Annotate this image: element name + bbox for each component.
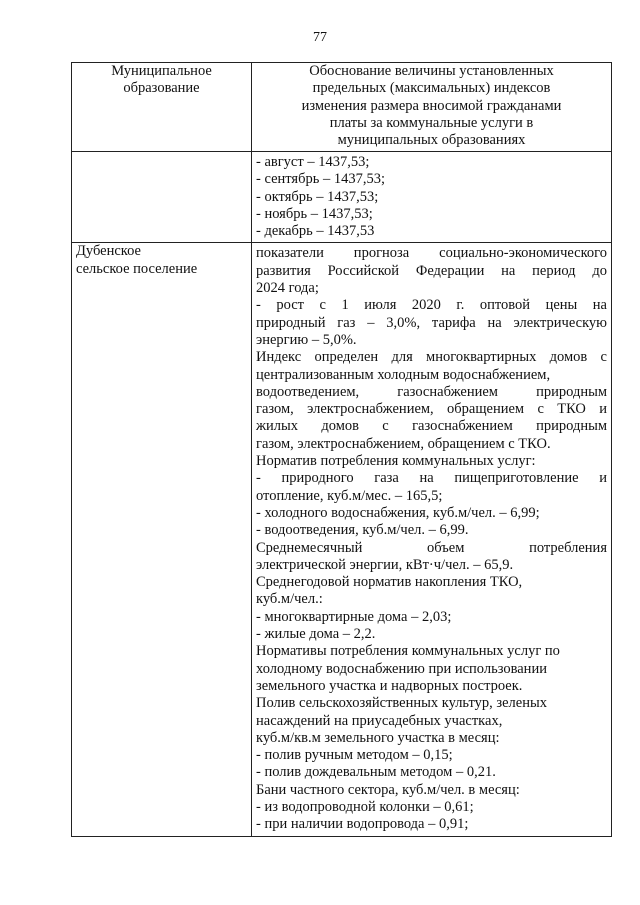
text-line: Индекс определен для многоквартирных домов с	[256, 349, 607, 366]
text-line: газом, электроснабжением, обращением с ТКО.	[256, 435, 551, 452]
text-line: развития Российской Федерации на период до	[256, 262, 607, 279]
header-line: предельных (максимальных) индексов	[312, 80, 551, 97]
text-line: - из водопроводной колонки – 0,61;	[256, 798, 474, 815]
text-line: Бани частного сектора, куб.м/чел. в месяц:	[256, 781, 520, 798]
month-value: - октябрь – 1437,53;	[256, 188, 379, 205]
table-header-row	[72, 63, 612, 152]
text-line: - полив дождевальным методом – 0,21.	[256, 764, 496, 781]
header-municipality	[72, 63, 252, 152]
text-line: холодному водоснабжению при использовании	[256, 660, 547, 677]
text-line: насаждений на приусадебных участках,	[256, 712, 503, 729]
municipality-name-line1: Дубенское	[76, 243, 141, 260]
municipality-name-line2: сельское поселение	[76, 260, 198, 277]
header-line: изменения размера вносимой гражданами	[301, 97, 562, 114]
text-line: жилых домов с газоснабжением природным	[256, 418, 607, 435]
text-line: водоотведением, газоснабжением природным	[256, 383, 607, 400]
text-line: - холодного водоснабжения, куб.м/чел. – 6,99;	[256, 504, 540, 521]
text-line: - водоотведения, куб.м/чел. – 6,99.	[256, 522, 469, 539]
month-value: - декабрь – 1437,53	[256, 223, 375, 240]
text-line: куб.м/кв.м земельного участка в месяц:	[256, 729, 500, 746]
page-number: 77	[313, 30, 327, 45]
text-line: Норматив потребления коммунальных услуг:	[256, 453, 536, 470]
text-line: 2024 года;	[256, 280, 319, 297]
header-line: платы за коммунальные услуги в	[329, 114, 534, 131]
continued-row-values	[252, 152, 612, 243]
text-line: куб.м/чел.:	[256, 591, 323, 608]
text-line: Среднемесячный объем потребления	[256, 539, 607, 556]
text-line: электрической энергии, кВт·ч/чел. – 65,9.	[256, 556, 514, 573]
header-line: муниципальных образованиях	[337, 132, 526, 149]
text-line: Нормативы потребления коммунальных услуг по	[256, 643, 560, 660]
continued-row-empty-cell	[72, 152, 252, 243]
header-justification	[252, 63, 612, 152]
municipality-name	[72, 243, 252, 836]
text-line: земельного участка и надворных построек.	[256, 677, 523, 694]
text-line: газом, электроснабжением, обращением с ТКО и	[256, 401, 607, 418]
municipality-row	[72, 243, 612, 836]
text-line: энергию – 5,0%.	[256, 331, 357, 348]
document-table	[71, 62, 612, 837]
text-line: - полив ручным методом – 0,15;	[256, 747, 453, 764]
text-line: Среднегодовой норматив накопления ТКО,	[256, 574, 523, 591]
text-line: - при наличии водопровода – 0,91;	[256, 816, 469, 833]
text-line: Полив сельскохозяйственных культур, зеленых	[256, 695, 547, 712]
text-line: природный газ – 3,0%, тарифа на электрическую	[256, 314, 607, 331]
justification-text	[252, 243, 612, 836]
header-line: Обоснование величины установленных	[309, 63, 554, 79]
continued-row	[72, 152, 612, 243]
text-line: - рост с 1 июля 2020 г. оптовой цены на	[256, 297, 607, 314]
text-line: - природного газа на пищеприготовление и	[256, 470, 607, 487]
text-line: - жилые дома – 2,2.	[256, 626, 376, 643]
month-value: - сентябрь – 1437,53;	[256, 171, 385, 188]
text-line: отопление, куб.м/мес. – 165,5;	[256, 487, 443, 504]
month-value: - август – 1437,53;	[256, 154, 370, 170]
text-line: централизованным холодным водоснабжением,	[256, 366, 551, 383]
header-municipality-text: Муниципальное образование	[111, 63, 212, 97]
text-line: - многоквартирные дома – 2,03;	[256, 608, 452, 625]
text-line: показатели прогноза социально-экономического	[256, 245, 607, 262]
month-value: - ноябрь – 1437,53;	[256, 205, 373, 222]
